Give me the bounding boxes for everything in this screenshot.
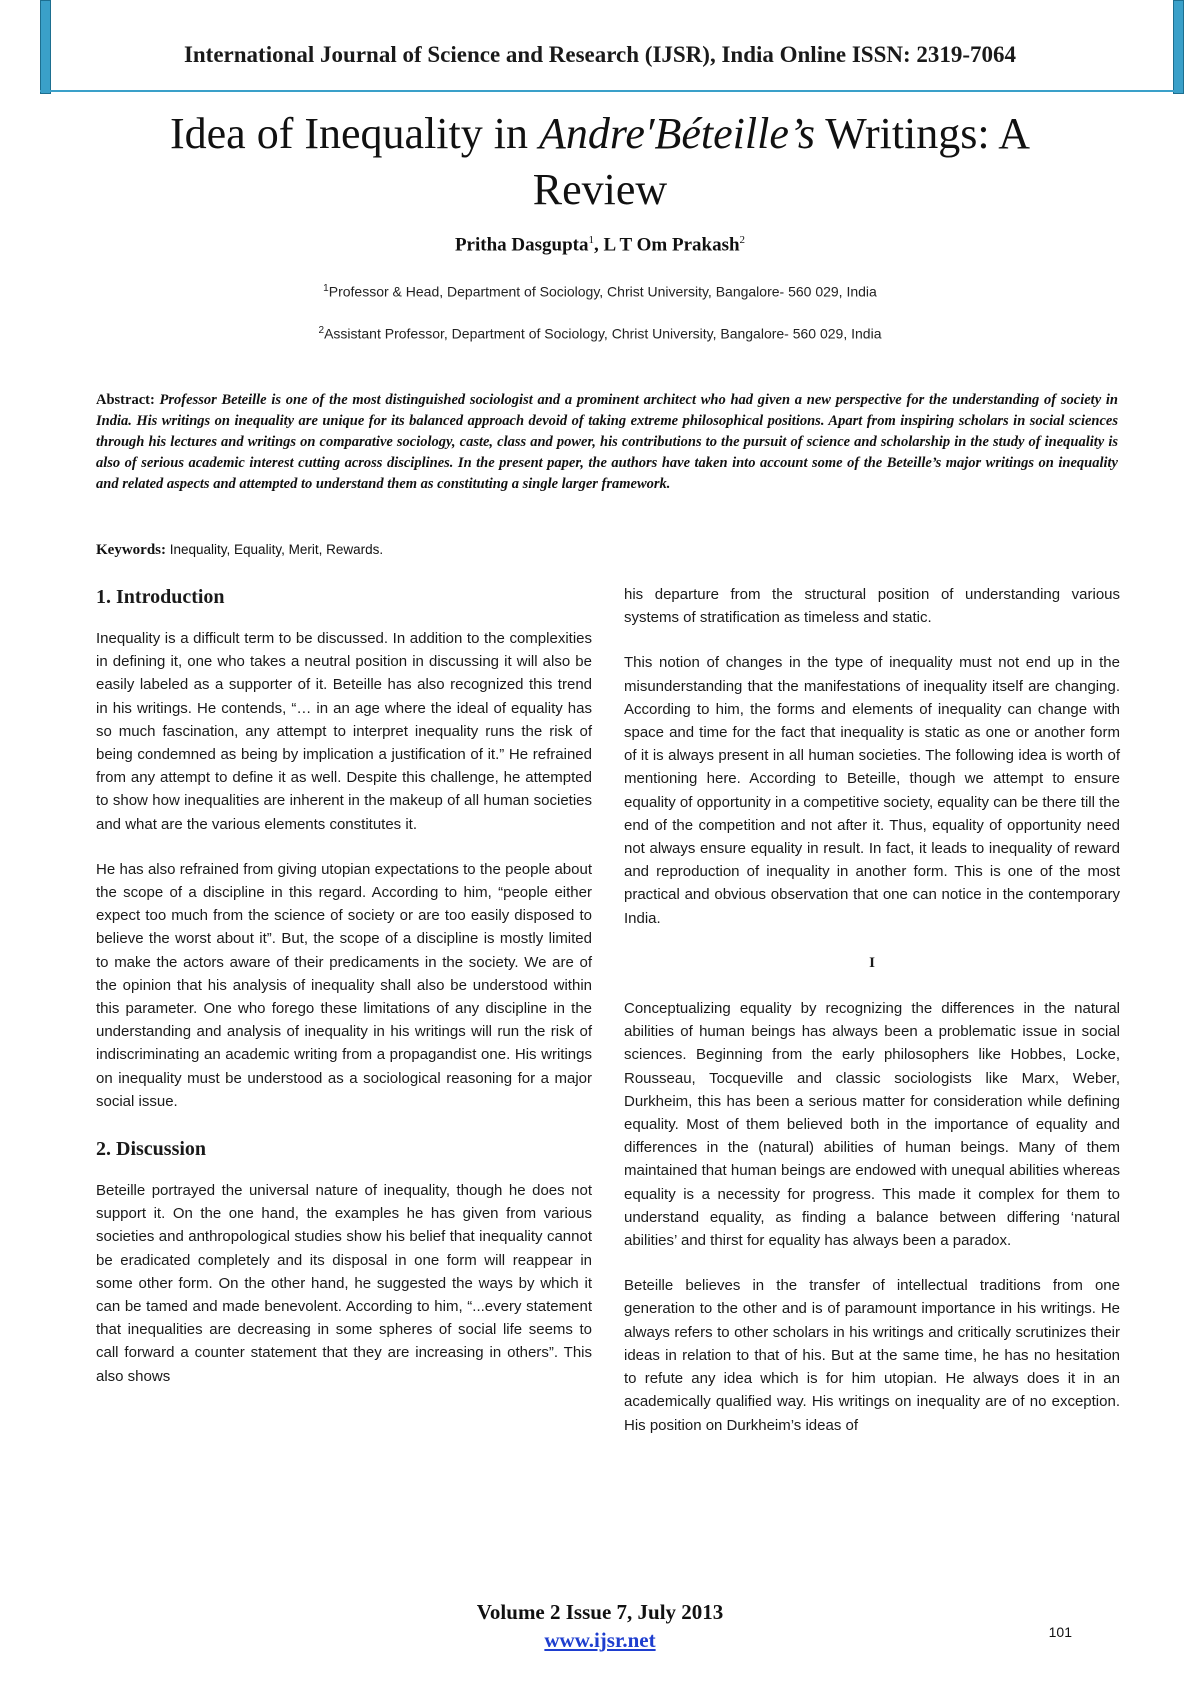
author-separator: , [594,234,604,256]
keywords [96,542,383,559]
affiliation-1-text: Professor & Head, Department of Sociology, Christ University, Bangalore- 560 029, India [328,283,877,300]
keywords-label: Keywords: [96,542,166,558]
title-italic-name: Andre′Béteille’s [538,109,815,158]
journal-header: International Journal of Science and Research (IJSR), India Online ISSN: 2319-7064 [183,42,1017,67]
paragraph: Conceptualizing equality by recognizing the differences in the natural abilities of human beings has always been a problematic issue in social sciences. Beginning from the early philosophers like Hobbes, Locke, Rousseau, Tocqueville and classic sociologists like Marx, Weber, Durkheim, this has been a serious matter for consideration while defining equality. Most of them believed both in the importance of equality and differences in the (natural) abilities of human beings. Many of them maintained that human beings are endowed with unequal abilities whereas equality is a necessity for progress. This made it complex for them to understand equality, as finding a balance between differing ‘natural abilities’ and thirst for equality has always been a paradox. [624,1000,1120,1250]
author-1: Pritha Dasgupta [454,234,589,256]
abstract-label: Abstract: [96,392,155,408]
author-2: L T Om Prakash [603,234,740,256]
affiliation-1 [0,283,1200,300]
paragraph: Inequality is a difficult term to be discussed. In addition to the complexities in defining it, one who takes a neutral position in discussing it will also be easily labeled as a supporter of it. Beteille has also recognized this trend in his writings. He contends, “… in an age where the ideal of equality has so much fascination, any attempt to interpret inequality runs the risk of being condemned as being by implication a justification of it.” He refrained from any attempt to define it as well. Despite this challenge, he attempted to show how inequalities are inherent in the makeup of all human societies and what are the various elements constitutes it. [96,630,592,833]
abstract-text: Professor Beteille is one of the most distinguished sociologist and a prominent architect who had given a new perspective for the understanding of society in India. His writings on inequality are unique for its balanced approach devoid of taking extreme philosophical positions. Apart from inspiring scholars in social sciences through his lectures and writings on comparative sociology, caste, class and power, his contributions to the pursuit of science and scholarship in the study of inequality is also of serious academic interest cutting across disciplines. In the present paper, the authors have taken into account some of the Beteille’s major writings on inequality and related aspects and attempted to understand them as constituting a single larger framework. [96,392,1118,492]
title-line2: Review [532,165,668,214]
affiliation-1-sup: 1 [323,283,329,294]
paragraph: his departure from the structural position of understanding various systems of stratification as timeless and static. [624,586,1120,627]
keywords-text: Inequality, Equality, Merit, Rewards. [166,542,384,557]
section-heading-discussion: 2. Discussion [96,1138,207,1161]
affiliation-2-sup: 2 [318,325,325,336]
header-divider [40,90,1182,92]
paragraph: He has also refrained from giving utopian expectations to the people about the scope of a discipline in this regard. According to him, “people either expect too much from the science of society or are too easily disposed to believe the worst about it”. But, the scope of a discipline is mostly limited to make the actors aware of their predicaments in the society. We are of the opinion that his analysis of inequality shall also be understood within this parameter. One who forego these limitations of any discipline in the understanding and analysis of inequality in his writings will run the risk of indiscriminating an academic writing from a propagandist one. His writings on inequality must be understood as a sociological reasoning for a major social issue. [96,860,592,1110]
title-prefix: Idea of Inequality in [170,109,539,158]
paragraph: Beteille portrayed the universal nature of inequality, though he does not support it. On the one hand, the examples he has given from various societies and anthropological studies show his belief that inequality cannot be eradicated completely and its disposal in one form will reappear in some other form. On the other hand, he suggested the ways by which it can be tamed and made benevolent. According to him, “...every statement that inequalities are decreasing in some spheres of social life seems to call forward a counter statement that they are increasing in others”. This also shows [96,1182,592,1385]
paragraph: Beteille believes in the transfer of intellectual traditions from one generation to the other and is of paramount importance in his writings. He always refers to other scholars in his writings and critically scrutinizes their ideas in relation to that of his. But at the same time, he has no hesitation to refute any idea which is for him utopian. He always does it in an academically qualified way. His writings on inequality are of no exception. His position on Durkheim’s ideas of [624,1277,1120,1434]
author-2-sup: 2 [739,234,746,246]
left-column [96,583,592,1410]
paper-title [80,106,1120,218]
abstract [96,390,1118,495]
footer-website-link[interactable]: www.ijsr.net [544,1628,656,1652]
paragraph: This notion of changes in the type of inequality must not end up in the misunderstanding that the manifestations of inequality itself are changing. According to him, the forms and elements of inequality can change with space and time for the fact that inequality is static as one or another form of it is always present in all human societies. The following idea is worth of mentioning here. According to Beteille, though we attempt to ensure equality of opportunity in a competitive society, equality can be there till the end of the competition and not after it. Thus, equality of opportunity need not always ensure equality in result. In fact, it leads to inequality of reward and reproduction of inequality in another form. This is one of the most practical and obvious observation that one can notice in the contemporary India. [624,654,1120,927]
right-column [624,583,1120,1459]
page-number: 101 [1048,1624,1072,1640]
section-heading-introduction: 1. Introduction [96,586,225,608]
affiliation-2-text: Assistant Professor, Department of Sociology, Christ University, Bangalore- 560 029, India [324,325,882,342]
affiliation-2 [0,325,1200,342]
author-list [0,234,1200,256]
footer-volume: Volume 2 Issue 7, July 2013 [476,1600,724,1624]
section-mark: I [869,954,875,971]
author-1-sup: 1 [588,234,594,246]
title-suffix: Writings: A [814,109,1030,158]
